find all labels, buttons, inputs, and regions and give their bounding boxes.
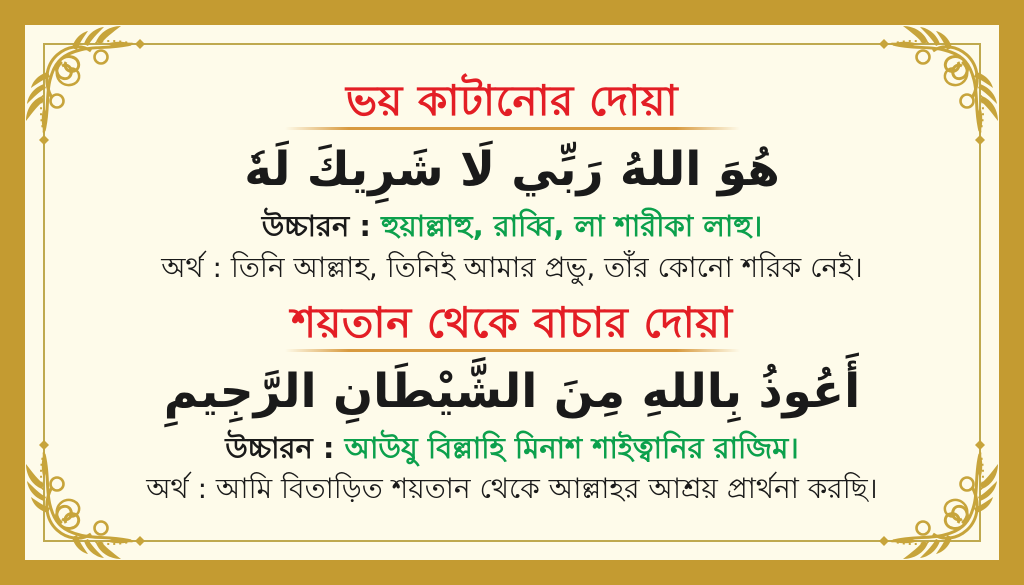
arabic-verse: هُوَ اللهُ رَبِّي لَا شَرِيكَ لَهٗ	[244, 142, 780, 198]
pronunciation-text: আউযু বিল্লাহি মিনাশ শাইত্বানির রাজিম।	[344, 430, 799, 465]
pronunciation-label: উচ্চারন :	[261, 208, 372, 243]
meaning-line	[161, 250, 862, 286]
title-underline	[285, 349, 740, 352]
meaning-text: আমি বিতাড়িত শয়তান থেকে আল্লাহর আশ্রয় প্রার্থনা করছি।	[215, 472, 878, 506]
pronunciation-line	[262, 208, 762, 246]
meaning-line	[146, 471, 877, 507]
poster-content	[45, 45, 979, 540]
arabic-verse: أَعُوذُ بِاللهِ مِنَ الشَّيْطَانِ الرَّجِيمِ	[163, 364, 861, 420]
dua-section-fear-removal	[75, 77, 949, 286]
meaning-label: অর্থ :	[146, 472, 208, 506]
pronunciation-label: উচ্চারন :	[225, 430, 335, 465]
pronunciation-text: হুয়াল্লাহু, রাব্বি, লা শারীকা লাহু।	[381, 208, 763, 243]
dua-title: ভয় কাটানোর দোয়া	[345, 76, 679, 126]
pronunciation-line	[225, 430, 798, 468]
dua-section-satan-protection	[75, 299, 949, 508]
meaning-text: তিনি আল্লাহ, তিনিই আমার প্রভু, তাঁর কোনো শরিক নেই।	[230, 250, 863, 284]
title-underline	[285, 127, 740, 130]
dua-title: শয়তান থেকে বাচার দোয়া	[291, 298, 733, 347]
meaning-label: অর্থ :	[161, 250, 222, 284]
